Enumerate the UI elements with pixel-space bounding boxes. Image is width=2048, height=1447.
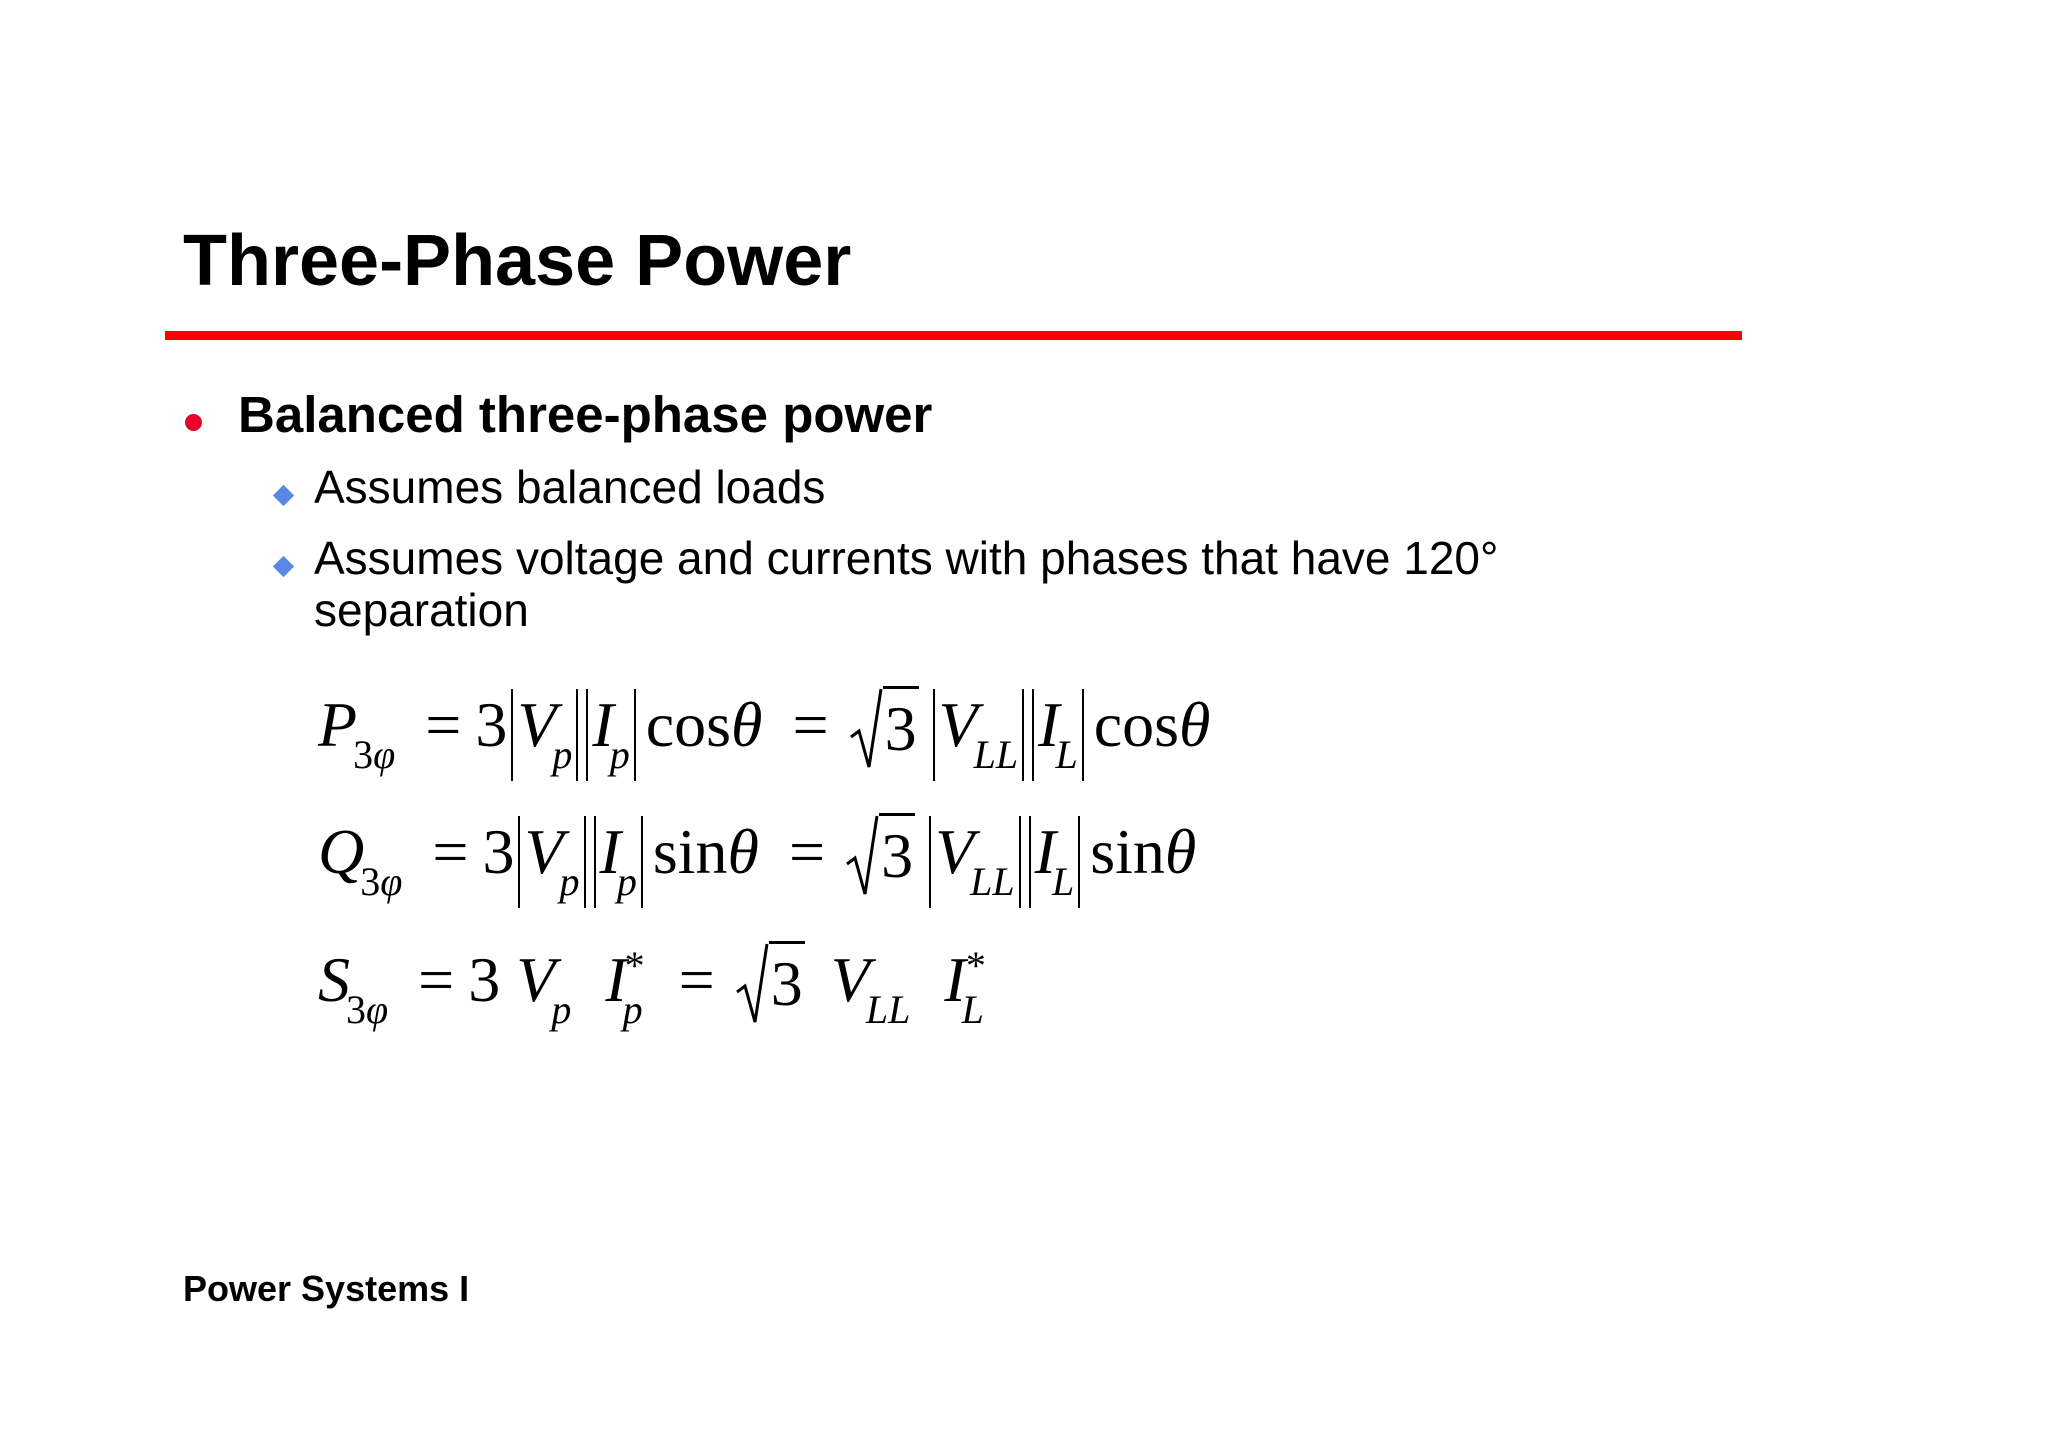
eq-symbol: θ — [731, 689, 763, 760]
footer-course-name: Power Systems I — [183, 1268, 470, 1309]
eq-symbol: I — [605, 944, 627, 1015]
eq-number: 3 — [475, 689, 508, 760]
eq-subscript: p — [552, 732, 573, 777]
abs-bar — [518, 816, 520, 908]
eq-subscript: L — [1051, 859, 1075, 904]
equation-reactive-power — [318, 802, 1196, 902]
eq-subscript: p — [551, 987, 572, 1032]
equation-complex-power — [318, 930, 990, 1030]
eq-symbol: V — [517, 689, 557, 760]
eq-symbol: S — [318, 944, 350, 1015]
eq-subscript: L — [961, 987, 984, 1032]
eq-function: sin — [652, 816, 728, 887]
eq-subscript: L — [1055, 732, 1078, 777]
eq-symbol: I — [1038, 689, 1060, 760]
eq-symbol: V — [516, 944, 556, 1015]
abs-bar — [1032, 689, 1034, 781]
eq-symbol: I — [1034, 816, 1056, 887]
eq-subscript: 3φ — [353, 732, 396, 777]
abs-bar — [586, 689, 588, 781]
eq-function: cos — [1093, 689, 1180, 760]
eq-symbol: I — [944, 944, 966, 1015]
abs-bar — [1082, 689, 1084, 781]
eq-symbol: θ — [727, 816, 759, 887]
abs-bar — [933, 689, 935, 781]
abs-bar — [594, 816, 596, 908]
abs-bar — [929, 816, 931, 908]
eq-subscript: LL — [865, 987, 911, 1032]
eq-subscript: 3φ — [346, 987, 389, 1032]
abs-bar — [576, 689, 578, 781]
eq-subscript: p — [559, 859, 580, 904]
eq-symbol: V — [935, 816, 975, 887]
abs-bar — [511, 689, 513, 781]
eq-symbol: Q — [318, 816, 365, 887]
abs-bar — [584, 816, 586, 908]
eq-superscript: * — [624, 943, 645, 988]
sqrt-icon: 3 — [849, 675, 919, 775]
diamond-bullet-icon — [273, 556, 294, 577]
title-divider — [165, 331, 1742, 340]
sqrt-icon: 3 — [845, 802, 915, 902]
bullet-dot-icon — [185, 414, 202, 431]
diamond-bullet-icon — [273, 485, 294, 506]
eq-subscript: LL — [973, 732, 1019, 777]
eq-subscript: p — [616, 859, 637, 904]
abs-bar — [1022, 689, 1024, 781]
eq-operator: = — [432, 816, 469, 887]
eq-subscript: p — [622, 987, 643, 1032]
eq-operator: = — [418, 944, 455, 1015]
sqrt-icon: 3 — [735, 930, 805, 1030]
abs-bar — [1078, 816, 1080, 908]
subitem-balanced-loads: Assumes balanced loads — [314, 461, 826, 513]
eq-symbol: θ — [1179, 689, 1211, 760]
eq-subscript: 3φ — [360, 859, 403, 904]
eq-symbol: I — [592, 689, 614, 760]
eq-number: 3 — [468, 944, 501, 1015]
eq-subscript: p — [609, 732, 630, 777]
abs-bar — [634, 689, 636, 781]
eq-symbol: P — [318, 689, 358, 760]
eq-symbol: V — [938, 689, 978, 760]
subitem-phase-separation-line2: separation — [314, 584, 529, 636]
eq-operator: = — [792, 689, 829, 760]
abs-bar — [641, 816, 643, 908]
eq-symbol: V — [524, 816, 564, 887]
eq-operator: = — [678, 944, 715, 1015]
eq-function: sin — [1090, 816, 1165, 887]
eq-operator: = — [788, 816, 826, 887]
subitem-phase-separation-line1: Assumes voltage and currents with phases that have 120° — [314, 532, 1499, 584]
eq-symbol: θ — [1164, 816, 1197, 887]
eq-number: 3 — [482, 816, 515, 887]
eq-function: cos — [645, 689, 732, 760]
equation-real-power — [318, 675, 1210, 775]
eq-symbol: I — [599, 816, 621, 887]
slide-title: Three-Phase Power — [183, 221, 852, 301]
bullet-main: Balanced three-phase power — [238, 386, 933, 443]
eq-superscript: * — [965, 943, 986, 988]
eq-subscript: LL — [970, 859, 1015, 904]
abs-bar — [1019, 816, 1021, 908]
eq-symbol: V — [830, 944, 870, 1015]
abs-bar — [1029, 816, 1031, 908]
eq-operator: = — [425, 689, 462, 760]
